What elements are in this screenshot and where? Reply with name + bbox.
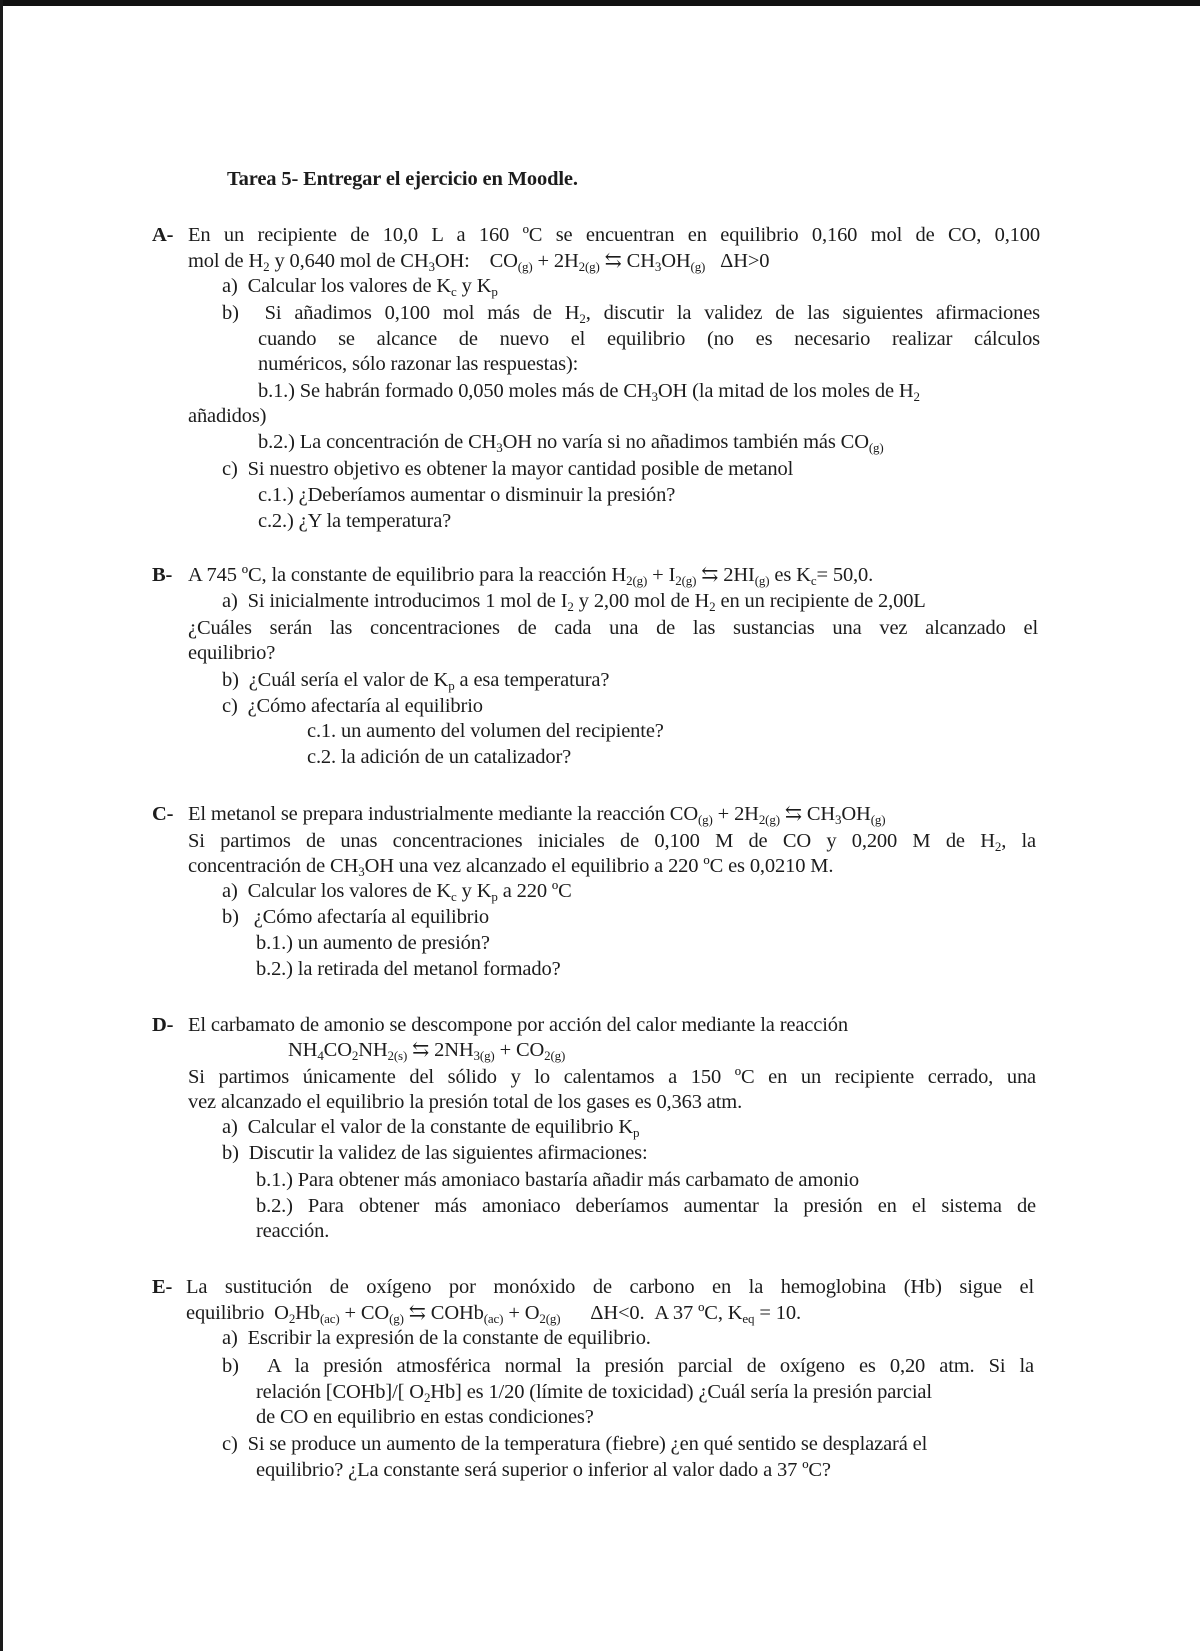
text-run: cuando se alcance de nuevo el equilibrio (no es necesario realizar cálculos xyxy=(258,328,1040,350)
text-run: Hb xyxy=(295,1302,320,1324)
text-run: b) ¿Cuál sería el valor de K xyxy=(222,669,449,691)
subscript: 2 xyxy=(567,599,574,614)
text-run: ⇆ COHb xyxy=(403,1302,484,1324)
text-run: OH xyxy=(661,250,691,272)
text-run: b.2.) La concentración de CH xyxy=(258,431,497,453)
text-run: de CO en equilibrio en estas condiciones? xyxy=(256,1406,594,1428)
subscript: c xyxy=(451,889,457,904)
text-run: ΔH>0 xyxy=(705,250,770,272)
subscript: 3 xyxy=(654,259,662,274)
text-run: relación [COHb]/[ O xyxy=(256,1381,424,1403)
document-title: Tarea 5- Entregar el ejercicio en Moodle. xyxy=(227,168,578,190)
line-b-5 xyxy=(222,668,609,692)
line-b-1 xyxy=(188,563,873,587)
text-run: c) Si nuestro objetivo es obtener la mayor cantidad posible de metanol xyxy=(222,458,794,480)
line-e-6 xyxy=(256,1405,594,1429)
line-d-5 xyxy=(222,1115,639,1139)
subscript: 2(g) xyxy=(675,573,697,588)
text-run: NH xyxy=(288,1039,318,1061)
text-run: A 745 ºC, la constante de equilibrio para la reacción H xyxy=(188,564,627,586)
section-label-e: E- xyxy=(152,1276,173,1298)
text-run: ΔH<0. A 37 ºC, K xyxy=(560,1302,743,1324)
line-a-8 xyxy=(188,404,266,428)
line-a-4 xyxy=(222,301,1040,325)
subscript: (g) xyxy=(870,812,886,827)
text-run: mol de H xyxy=(188,250,264,272)
subscript: 2(g) xyxy=(758,812,780,827)
line-c-2 xyxy=(188,829,1036,853)
text-run: añadidos) xyxy=(188,405,267,427)
subscript: 2(s) xyxy=(387,1048,408,1063)
text-run: + CO xyxy=(494,1039,545,1061)
text-run: , discutir la validez de las siguientes afirmaciones xyxy=(585,302,1040,324)
subscript: p xyxy=(633,1125,640,1140)
text-run: c) Si se produce un aumento de la temperatura (fiebre) ¿en qué sentido se desplazará el xyxy=(222,1433,928,1455)
line-e-1 xyxy=(186,1275,1034,1299)
subscript: c xyxy=(810,573,817,588)
subscript: 4 xyxy=(317,1048,324,1063)
text-run: b.1.) un aumento de presión? xyxy=(256,932,490,954)
text-run: + 2H xyxy=(712,803,759,825)
line-a-2 xyxy=(188,249,769,273)
text-run: concentración de CH xyxy=(188,855,359,877)
text-run: Hb] es 1/20 (límite de toxicidad) ¿Cuál sería la presión parcial xyxy=(430,1381,932,1403)
text-run: ⇆ CH xyxy=(599,250,655,272)
subscript: 2 xyxy=(913,389,920,404)
line-b-2 xyxy=(222,589,926,613)
line-e-5 xyxy=(256,1380,932,1404)
section-label-b: B- xyxy=(152,564,173,586)
subscript: (g) xyxy=(868,440,884,455)
subscript: (g) xyxy=(697,812,713,827)
line-b-8 xyxy=(307,745,571,769)
line-a-1 xyxy=(188,223,1040,247)
line-a-12 xyxy=(258,509,451,533)
subscript: 2 xyxy=(423,1390,431,1405)
text-run: ⇆ 2NH xyxy=(407,1039,474,1061)
text-run: a 220 ºC xyxy=(497,880,572,902)
text-run: El carbamato de amonio se descompone por acción del calor mediante la reacción xyxy=(188,1014,848,1036)
text-run: equilibrio? xyxy=(188,642,276,664)
subscript: p xyxy=(448,678,455,693)
text-run: c.1.) ¿Deberíamos aumentar o disminuir la presión? xyxy=(258,484,676,506)
text-run: vez alcanzado el equilibrio la presión total de los gases es 0,363 atm. xyxy=(188,1091,743,1113)
subscript: p xyxy=(491,284,498,299)
text-run: + CO xyxy=(339,1302,390,1324)
subscript: 3 xyxy=(428,259,435,274)
line-d-2 xyxy=(288,1038,565,1062)
text-run: OH: CO xyxy=(434,250,518,272)
text-run: ⇆ CH xyxy=(779,803,836,825)
line-a-6 xyxy=(258,352,578,376)
line-e-7 xyxy=(222,1432,927,1456)
text-run: b.1.) Para obtener más amoniaco bastaría añadir más carbamato de amonio xyxy=(256,1169,859,1191)
text-run: c.2.) ¿Y la temperatura? xyxy=(258,510,452,532)
text-run: b) ¿Cómo afectaría al equilibrio xyxy=(222,906,489,928)
text-run: equilibrio? ¿La constante será superior o inferior al valor dado a 37 ºC? xyxy=(256,1459,831,1481)
text-run: b) A la presión atmosférica normal la presión parcial de oxígeno es 0,20 atm. Si la xyxy=(222,1355,1034,1377)
line-d-6 xyxy=(222,1141,648,1165)
text-run: OH una vez alcanzado el equilibrio a 220 ºC es 0,0210 M. xyxy=(364,855,834,877)
text-run: Si partimos de unas concentraciones iniciales de 0,100 M de CO y 0,200 M de H xyxy=(188,830,995,852)
subscript: 3 xyxy=(651,389,658,404)
line-e-3 xyxy=(222,1326,651,1350)
text-run: ⇆ 2HI xyxy=(696,564,755,586)
subscript: 2 xyxy=(263,259,270,274)
subscript: 3 xyxy=(496,440,503,455)
line-c-3 xyxy=(188,854,833,878)
subscript: (g) xyxy=(389,1311,404,1326)
line-e-4 xyxy=(222,1354,1034,1378)
text-run: b.2.) la retirada del metanol formado? xyxy=(256,958,561,980)
subscript: (ac) xyxy=(319,1311,340,1326)
line-e-2 xyxy=(186,1301,801,1325)
text-run: es K xyxy=(769,564,811,586)
line-d-4 xyxy=(188,1090,742,1114)
line-d-8 xyxy=(256,1194,1036,1218)
text-run: b) Discutir la validez de las siguientes afirmaciones: xyxy=(222,1142,648,1164)
text-run: equilibrio O xyxy=(186,1302,289,1324)
text-run: b) Si añadimos 0,100 mol más de H xyxy=(222,302,580,324)
subscript: 2 xyxy=(579,311,586,326)
subscript: eq xyxy=(742,1311,755,1326)
subscript: 3 xyxy=(358,864,365,879)
subscript: 2(g) xyxy=(544,1048,566,1063)
subscript: c xyxy=(451,284,457,299)
text-run: ¿Cuáles serán las concentraciones de cada una de las sustancias una vez alcanzado el xyxy=(188,617,1038,639)
line-a-5 xyxy=(258,327,1040,351)
subscript: 2 xyxy=(288,1311,296,1326)
line-b-7 xyxy=(307,719,664,743)
text-run: El metanol se prepara industrialmente mediante la reacción CO xyxy=(188,803,698,825)
subscript: 2(g) xyxy=(626,573,648,588)
text-run: en un recipiente de 2,00L xyxy=(715,590,926,612)
text-run: a) Escribir la expresión de la constante de equilibrio. xyxy=(222,1327,651,1349)
line-b-6 xyxy=(222,694,483,718)
subscript: (ac) xyxy=(483,1311,504,1326)
text-run: b.2.) Para obtener más amoniaco deberíamos aumentar la presión en el sistema de xyxy=(256,1195,1036,1217)
subscript: 2(g) xyxy=(578,259,600,274)
line-d-3 xyxy=(188,1065,1036,1089)
subscript: 2 xyxy=(351,1048,359,1063)
line-b-4 xyxy=(188,641,275,665)
subscript: p xyxy=(491,889,498,904)
text-run: c) ¿Cómo afectaría al equilibrio xyxy=(222,695,483,717)
text-run: a) Calcular los valores de K xyxy=(222,275,452,297)
text-run: CO xyxy=(323,1039,352,1061)
subscript: 3 xyxy=(835,812,842,827)
text-run: NH xyxy=(358,1039,388,1061)
subscript: (g) xyxy=(517,259,533,274)
subscript: 3(g) xyxy=(473,1048,495,1063)
text-run: reacción. xyxy=(256,1220,330,1242)
text-run: a) Calcular los valores de K xyxy=(222,880,452,902)
line-a-10 xyxy=(222,457,793,481)
subscript: 2 xyxy=(709,599,716,614)
text-run: a esa temperatura? xyxy=(454,669,610,691)
section-label-a: A- xyxy=(152,224,174,246)
text-run: La sustitución de oxígeno por monóxido de carbono en la hemoglobina (Hb) sigue el xyxy=(186,1276,1034,1298)
text-run: b.1.) Se habrán formado 0,050 moles más de CH xyxy=(258,380,652,402)
text-run: c.1. un aumento del volumen del recipiente? xyxy=(307,720,664,742)
line-a-9 xyxy=(258,430,884,454)
section-label-d: D- xyxy=(152,1014,174,1036)
line-a-11 xyxy=(258,483,675,507)
line-c-7 xyxy=(256,957,561,981)
subscript: (g) xyxy=(754,573,770,588)
text-run: + I xyxy=(647,564,676,586)
line-c-5 xyxy=(222,905,489,929)
subscript: 2(g) xyxy=(539,1311,561,1326)
text-run: + O xyxy=(503,1302,540,1324)
line-a-3 xyxy=(222,274,498,298)
text-run: a) Calcular el valor de la constante de equilibrio K xyxy=(222,1116,633,1138)
text-run: c.2. la adición de un catalizador? xyxy=(307,746,572,768)
line-c-4 xyxy=(222,879,572,903)
line-d-7 xyxy=(256,1168,859,1192)
subscript: (g) xyxy=(690,259,706,274)
text-run: y 2,00 mol de H xyxy=(573,590,710,612)
text-run: + 2H xyxy=(532,250,579,272)
text-run: a) Si inicialmente introducimos 1 mol de I xyxy=(222,590,568,612)
line-e-8 xyxy=(256,1458,831,1482)
text-run: , la xyxy=(1001,830,1037,852)
text-run: numéricos, sólo razonar las respuestas): xyxy=(258,353,579,375)
text-run: = 50,0. xyxy=(816,564,874,586)
text-run: y K xyxy=(456,275,492,297)
text-run: OH no varía si no añadimos también más CO xyxy=(502,431,869,453)
section-label-c: C- xyxy=(152,803,174,825)
text-run: = 10. xyxy=(754,1302,801,1324)
text-run: En un recipiente de 10,0 L a 160 ºC se encuentran en equilibrio 0,160 mol de CO, 0,100 xyxy=(188,224,1040,246)
line-b-3 xyxy=(188,616,1038,640)
text-run: y 0,640 mol de CH xyxy=(269,250,429,272)
line-c-1 xyxy=(188,802,885,826)
line-c-6 xyxy=(256,931,490,955)
text-run: OH (la mitad de los moles de H xyxy=(657,380,914,402)
line-a-7 xyxy=(258,379,920,403)
text-run: Si partimos únicamente del sólido y lo calentamos a 150 ºC en un recipiente cerrado, una xyxy=(188,1066,1036,1088)
text-run: OH xyxy=(841,803,871,825)
text-run: y K xyxy=(456,880,492,902)
subscript: 2 xyxy=(994,839,1002,854)
line-d-9 xyxy=(256,1219,329,1243)
line-d-1 xyxy=(188,1013,848,1037)
